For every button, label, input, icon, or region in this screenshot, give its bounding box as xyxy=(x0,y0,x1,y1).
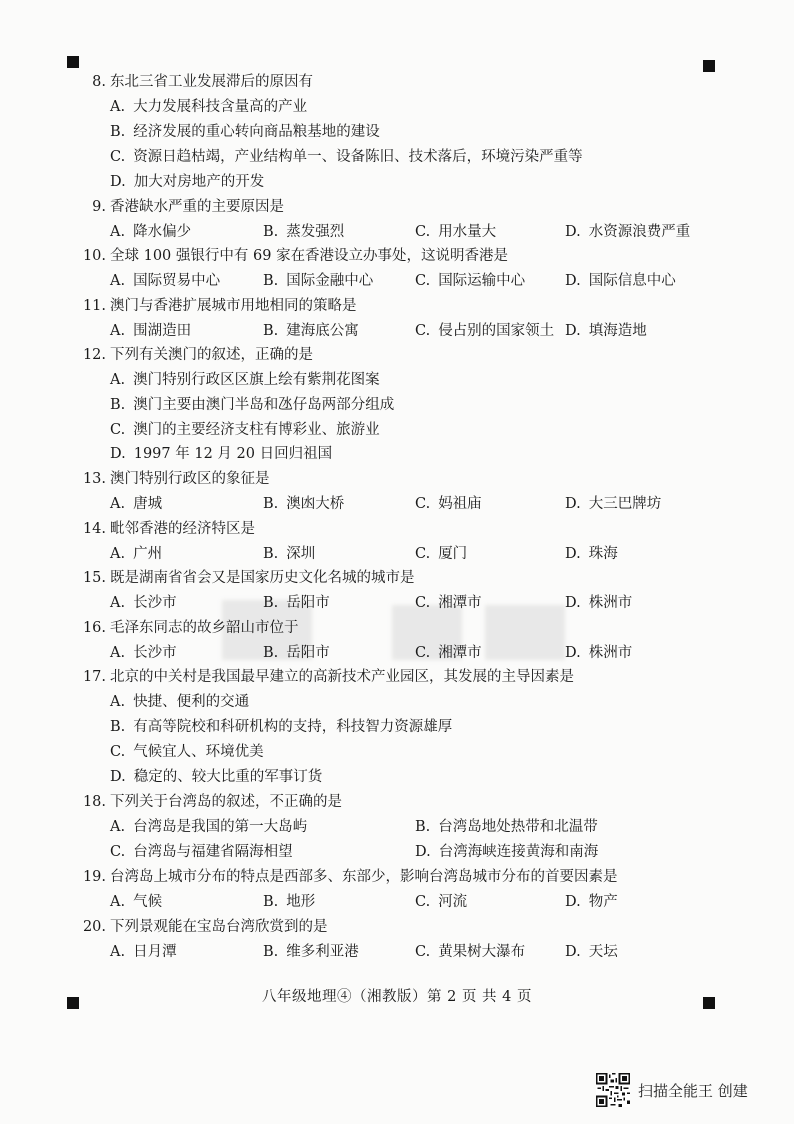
option-8a: A. 大力发展科技含量高的产业 xyxy=(110,99,308,115)
option-11d: D. 填海造地 xyxy=(565,323,647,339)
option-17c: C. 气候宜人、环境优美 xyxy=(110,744,264,760)
option-18a: A. 台湾岛是我国的第一大岛屿 xyxy=(110,819,308,835)
question-12: 12. 下列有关澳门的叙述，正确的是 xyxy=(82,347,313,363)
option-11b: B. 建海底公寓 xyxy=(263,323,359,339)
question-9: 9. 香港缺水严重的主要原因是 xyxy=(92,199,284,215)
option-12c: C. 澳门的主要经济支柱有博彩业、旅游业 xyxy=(110,422,380,438)
option-11c: C. 侵占别的国家领土 xyxy=(415,323,555,339)
option-8c: C. 资源日趋枯竭，产业结构单一、设备陈旧、技术落后，环境污染严重等 xyxy=(110,149,583,165)
option-18b: B. 台湾岛地处热带和北温带 xyxy=(415,819,598,835)
question-13: 13. 澳门特别行政区的象征是 xyxy=(82,471,270,487)
option-20d: D. 天坛 xyxy=(565,944,618,960)
option-14d: D. 珠海 xyxy=(565,546,618,562)
option-13d: D. 大三巴牌坊 xyxy=(565,496,662,512)
option-12d: D. 1997 年 12 月 20 日回归祖国 xyxy=(110,446,333,462)
option-14c: C. 厦门 xyxy=(415,546,468,562)
option-17b: B. 有高等院校和科研机构的支持，科技智力资源雄厚 xyxy=(110,719,453,735)
option-9d: D. 水资源浪费严重 xyxy=(565,224,691,240)
option-19b: B. 地形 xyxy=(263,894,316,910)
option-19c: C. 河流 xyxy=(415,894,468,910)
option-20b: B. 维多利亚港 xyxy=(263,944,359,960)
question-19: 19. 台湾岛上城市分布的特点是西部多、东部少，影响台湾岛城市分布的首要因素是 xyxy=(82,869,618,885)
option-13a: A. 唐城 xyxy=(110,496,163,512)
option-10b: B. 国际金融中心 xyxy=(263,273,374,289)
square-mark-icon xyxy=(67,56,79,68)
option-20c: C. 黄果树大瀑布 xyxy=(415,944,526,960)
option-16d: D. 株洲市 xyxy=(565,645,633,661)
option-16c: C. 湘潭市 xyxy=(415,645,482,661)
option-8b: B. 经济发展的重心转向商品粮基地的建设 xyxy=(110,124,380,140)
option-15a: A. 长沙市 xyxy=(110,595,177,611)
option-19d: D. 物产 xyxy=(565,894,618,910)
option-18d: D. 台湾海峡连接黄海和南海 xyxy=(415,844,599,860)
option-9c: C. 用水量大 xyxy=(415,224,497,240)
option-17d: D. 稳定的、较大比重的军事订货 xyxy=(110,769,323,785)
question-18: 18. 下列关于台湾岛的叙述，不正确的是 xyxy=(82,794,342,810)
option-20a: A. 日月潭 xyxy=(110,944,177,960)
option-17a: A. 快捷、便利的交通 xyxy=(110,694,250,710)
question-17: 17. 北京的中关村是我国最早建立的高新技术产业园区，其发展的主导因素是 xyxy=(82,669,574,685)
option-14b: B. 深圳 xyxy=(263,546,316,562)
option-13b: B. 澳凼大桥 xyxy=(263,496,345,512)
scanner-watermark xyxy=(596,1072,748,1108)
option-9a: A. 降水偏少 xyxy=(110,224,192,240)
page-footer: 八年级地理④（湘教版）第 2 页 共 4 页 xyxy=(262,989,532,1005)
option-9b: B. 蒸发强烈 xyxy=(263,224,345,240)
option-15c: C. 湘潭市 xyxy=(415,595,482,611)
option-18c: C. 台湾岛与福建省隔海相望 xyxy=(110,844,293,860)
question-20: 20. 下列景观能在宝岛台湾欣赏到的是 xyxy=(82,919,328,935)
question-8: 8. 东北三省工业发展滞后的原因有 xyxy=(92,74,313,90)
question-stem: 东北三省工业发展滞后的原因有 xyxy=(110,74,313,90)
option-14a: A. 广州 xyxy=(110,546,163,562)
option-15b: B. 岳阳市 xyxy=(263,595,330,611)
option-11a: A. 围湖造田 xyxy=(110,323,192,339)
question-10: 10. 全球 100 强银行中有 69 家在香港设立办事处，这说明香港是 xyxy=(82,248,509,264)
scanner-brand-text: 扫描全能王 创建 xyxy=(638,1081,748,1100)
option-15d: D. 株洲市 xyxy=(565,595,633,611)
question-14: 14. 毗邻香港的经济特区是 xyxy=(82,521,255,537)
option-19a: A. 气候 xyxy=(110,894,163,910)
option-16a: A. 长沙市 xyxy=(110,645,177,661)
option-12a: A. 澳门特别行政区区旗上绘有紫荆花图案 xyxy=(110,372,380,388)
question-15: 15. 既是湖南省省会又是国家历史文化名城的城市是 xyxy=(82,570,415,586)
option-13c: C. 妈祖庙 xyxy=(415,496,482,512)
option-8d: D. 加大对房地产的开发 xyxy=(110,174,265,190)
option-10d: D. 国际信息中心 xyxy=(565,273,676,289)
option-12b: B. 澳门主要由澳门半岛和氹仔岛两部分组成 xyxy=(110,397,395,413)
option-10c: C. 国际运输中心 xyxy=(415,273,526,289)
question-11: 11. 澳门与香港扩展城市用地相同的策略是 xyxy=(82,298,357,314)
option-10a: A. 国际贸易中心 xyxy=(110,273,221,289)
question-16: 16. 毛泽东同志的故乡韶山市位于 xyxy=(82,620,299,636)
qr-code-icon xyxy=(596,1073,630,1107)
option-16b: B. 岳阳市 xyxy=(263,645,330,661)
square-mark-icon xyxy=(703,60,715,72)
